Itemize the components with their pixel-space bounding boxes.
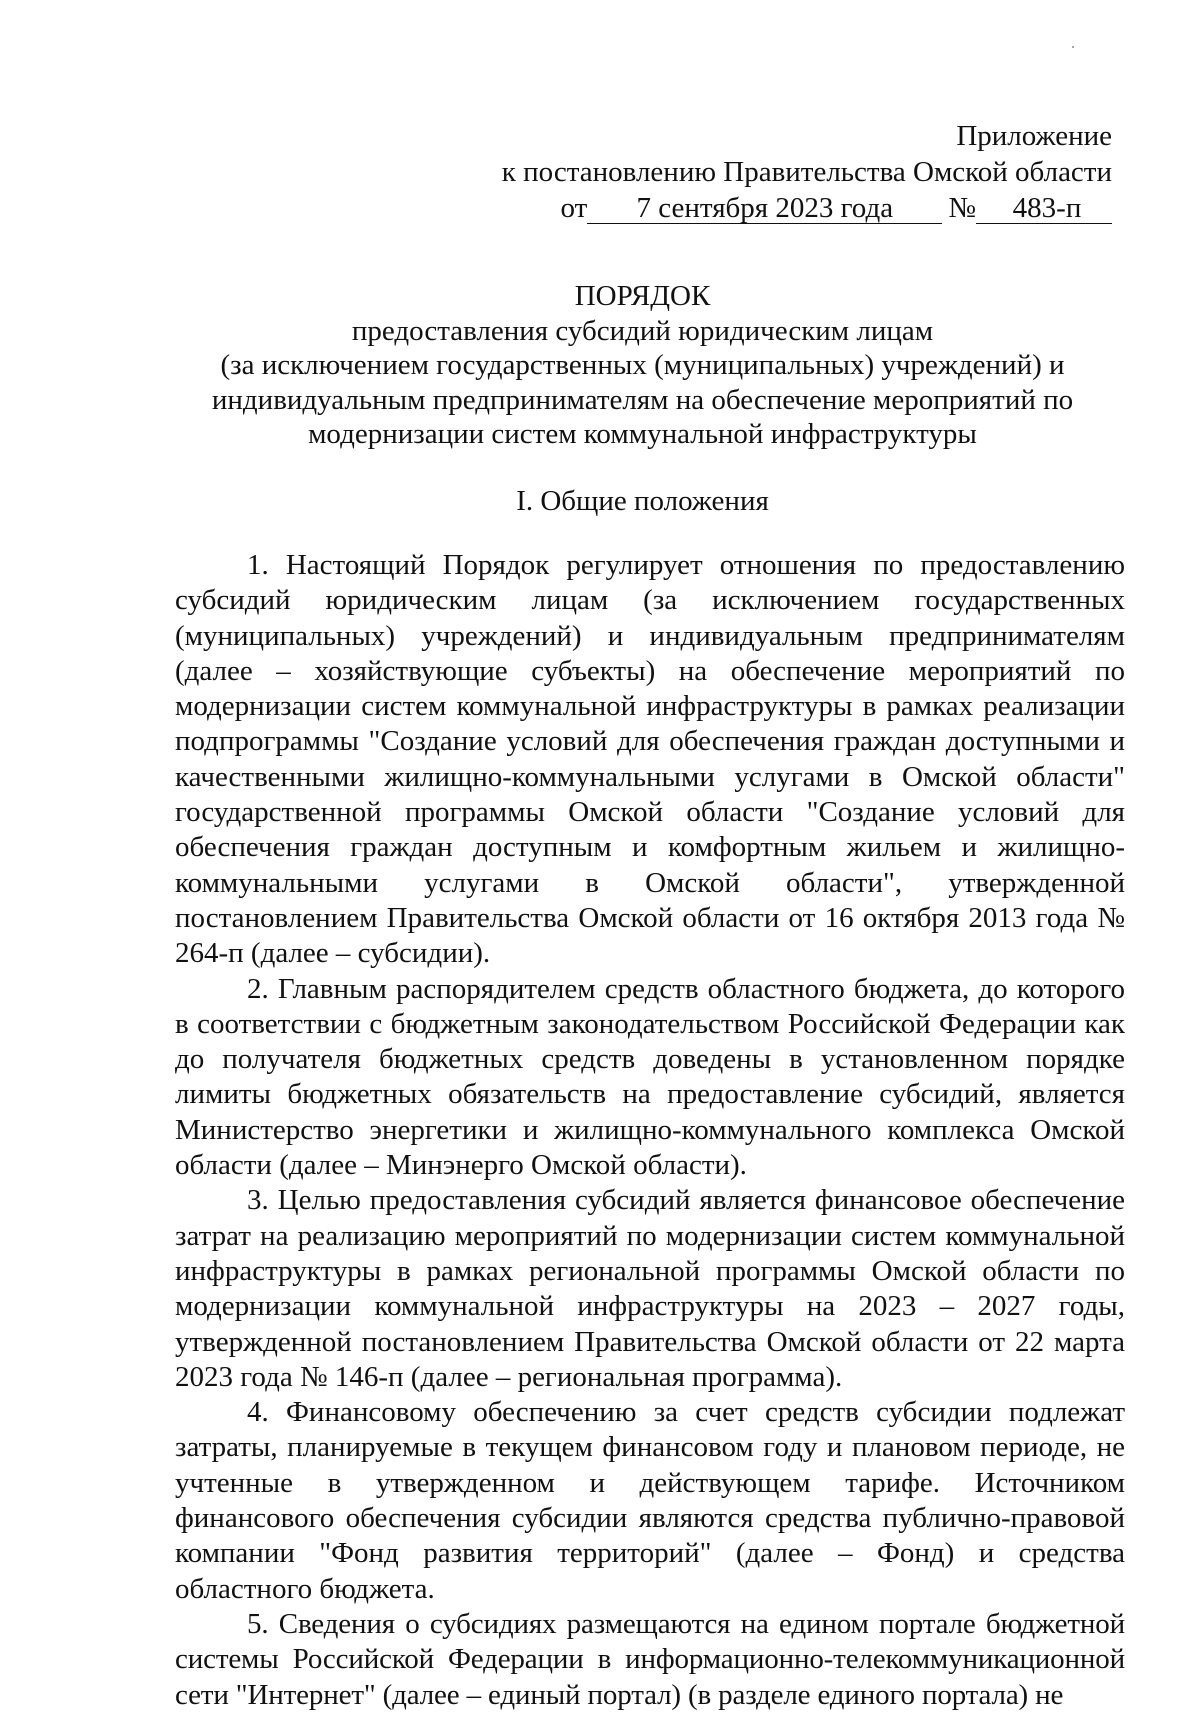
decree-number: 483-п: [976, 193, 1112, 224]
decree-date: 7 сентября 2023 года: [587, 193, 942, 224]
document-title: [160, 279, 1125, 452]
title-line: индивидуальным предпринимателям на обеспечение мероприятий по: [211, 383, 1074, 416]
appendix-label: Приложение: [956, 120, 1112, 152]
paragraph-1: 1. Настоящий Порядок регулирует отношения по предоставлению субсидий юридическим лицам (за исключением государственных (муниципальных) учреждений) и индивидуальным предпринимателям (далее – хозяйствующие субъекты) на обеспечение мероприятий по модернизации систем коммунальной инфраструктуры в рамках реализации подпрограммы "Создание условий для обеспечения граждан доступными и качественными жилищно-коммунальными услугами в Омской области" государственной программы Омской области "Создание условий для обеспечения граждан доступным и комфортным жильем и жилищно-коммунальными услугами в Омской области", утвержденной постановлением Правительства Омской области от 16 октября 2013 года № 264-п (далее – субсидии).: [175, 549, 1125, 970]
section-heading: I. Общие положения: [516, 485, 769, 517]
title-line: модернизации систем коммунальной инфраструктуры: [308, 418, 977, 450]
title-line: предоставления субсидий юридическим лицам: [351, 314, 934, 347]
paragraph-4: 4. Финансовому обеспечению за счет средств субсидии подлежат затраты, планируемые в текущем финансовом году и плановом периоде, не учтенные в утвержденном и действующем тарифе. Источником финансового обеспечения субсидии являются средства публично-правовой компании "Фонд развития территорий" (далее – Фонд) и средства областного бюджета.: [175, 1396, 1125, 1605]
paragraph-5: 5. Сведения о субсидиях размещаются на едином портале бюджетной системы Российской Федерации в информационно-телекоммуникационной сети "Интернет" (далее – единый портал) (в разделе единого портала) не: [175, 1607, 1125, 1711]
date-prefix: от: [560, 192, 588, 224]
scan-speck: [1072, 46, 1074, 48]
appendix-header: [502, 118, 1112, 226]
paragraph-3: 3. Целью предоставления субсидий является финансовое обеспечение затрат на реализацию мероприятий по модернизации систем коммунальной инфраструктуры в рамках региональной программы Омской области по модернизации коммунальной инфраструктуры на 2023 – 2027 годы, утвержденной постановлением Правительства Омской области от 22 марта 2023 года № 146-п (далее – региональная программа).: [175, 1184, 1125, 1393]
title-main: ПОРЯДОК: [574, 280, 711, 312]
paragraph-2: 2. Главным распорядителем средств областного бюджета, до которого в соответствии с бюджетным законодательством Российской Федерации как до получателя бюджетных средств доведены в установленном порядке лимиты бюджетных обязательств на предоставление субсидий, является Министерство энергетики и жилищно-коммунального комплекса Омской области (далее – Минэнерго Омской области).: [175, 972, 1125, 1182]
title-line: (за исключением государственных (муниципальных) учреждений) и: [220, 349, 1065, 381]
document-body: [175, 548, 1125, 1713]
number-prefix: №: [948, 192, 976, 224]
appendix-reference: к постановлению Правительства Омской области: [501, 156, 1112, 188]
appendix-date-line: [502, 190, 1112, 226]
